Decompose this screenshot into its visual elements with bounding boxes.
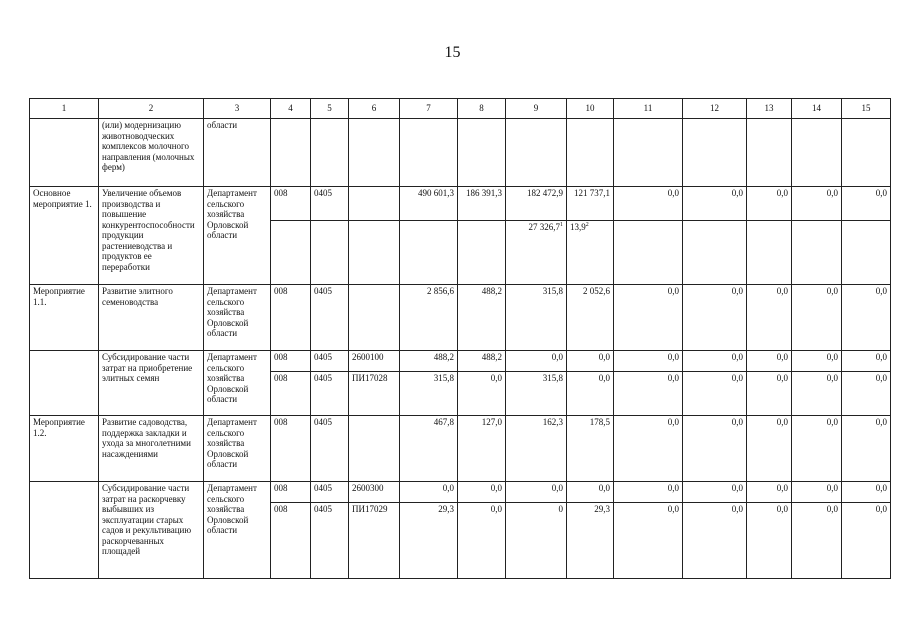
code-section: 0405 <box>311 187 349 221</box>
value-cell: 488,2 <box>458 351 506 372</box>
department: Департамент сельского хозяйства Орловской области <box>204 351 271 416</box>
code-section: 0405 <box>311 482 349 503</box>
header-cell: 2 <box>99 99 204 119</box>
value-cell: 186 391,3 <box>458 187 506 221</box>
header-cell: 10 <box>567 99 614 119</box>
value-cell: 0,0 <box>683 372 747 416</box>
table-row <box>30 351 891 372</box>
value-cell: 315,8 <box>506 285 567 351</box>
value-cell: 0,0 <box>567 351 614 372</box>
activity-name: Субсидирование части затрат на раскорчевку выбывших из эксплуатации старых садов и рекультивацию раскорчеванных площадей <box>99 482 204 579</box>
budget-table <box>29 98 891 579</box>
empty-cell <box>842 119 891 187</box>
value-cell: 0,0 <box>614 416 683 482</box>
header-cell: 4 <box>271 99 311 119</box>
value-cell: 467,8 <box>400 416 458 482</box>
empty-cell <box>271 221 311 285</box>
value-cell: 0,0 <box>747 351 792 372</box>
value-cell: 0,0 <box>747 372 792 416</box>
activity-code: Мероприятие 1.2. <box>30 416 99 482</box>
value-cell: 0,0 <box>842 416 891 482</box>
value-cell: 0,0 <box>614 285 683 351</box>
value-cell: 0,0 <box>614 503 683 579</box>
activity-name: (или) модернизацию животноводческих комплексов молочного направления (молочных ферм) <box>99 119 204 187</box>
value-cell: 0,0 <box>683 351 747 372</box>
value-cell: 121 737,1 <box>567 187 614 221</box>
value-cell: 0,0 <box>458 482 506 503</box>
value-cell: 29,3 <box>400 503 458 579</box>
value-cell: 0,0 <box>458 503 506 579</box>
activity-name: Субсидирование части затрат на приобретение элитных семян <box>99 351 204 416</box>
department: области <box>204 119 271 187</box>
value-cell: 182 472,9 <box>506 187 567 221</box>
value-cell: 0,0 <box>614 187 683 221</box>
header-cell: 1 <box>30 99 99 119</box>
footnote-mark: 1 <box>560 222 563 228</box>
value-cell: 2 052,6 <box>567 285 614 351</box>
value-cell: 0,0 <box>792 416 842 482</box>
department: Департамент сельского хозяйства Орловской области <box>204 482 271 579</box>
value-cell: 0,0 <box>614 482 683 503</box>
empty-cell <box>614 119 683 187</box>
code-section: 0405 <box>311 503 349 579</box>
department: Департамент сельского хозяйства Орловской области <box>204 187 271 285</box>
value-cell: 0,0 <box>747 285 792 351</box>
page-number: 15 <box>444 44 461 61</box>
value-cell: 0,0 <box>792 482 842 503</box>
value-cell: 0,0 <box>683 416 747 482</box>
header-cell: 13 <box>747 99 792 119</box>
code-target <box>349 187 400 221</box>
empty-cell <box>614 221 683 285</box>
activity-name: Развитие элитного семеноводства <box>99 285 204 351</box>
header-cell: 14 <box>792 99 842 119</box>
code-grbs: 008 <box>271 482 311 503</box>
empty-cell <box>683 221 747 285</box>
code-section: 0405 <box>311 416 349 482</box>
value-cell: 0,0 <box>842 372 891 416</box>
header-cell: 8 <box>458 99 506 119</box>
empty-cell <box>458 221 506 285</box>
value-cell: 0,0 <box>400 482 458 503</box>
code-grbs: 008 <box>271 351 311 372</box>
header-cell: 3 <box>204 99 271 119</box>
activity-name: Увеличение объемов производства и повышение конкурентоспособности продукции растениеводства и продуктов ее переработки <box>99 187 204 285</box>
value-cell: 490 601,3 <box>400 187 458 221</box>
code-cell <box>30 351 99 416</box>
header-row <box>30 99 891 119</box>
code-section: 0405 <box>311 351 349 372</box>
header-cell: 11 <box>614 99 683 119</box>
value-cell: 0,0 <box>614 351 683 372</box>
activity-code: Мероприятие 1.1. <box>30 285 99 351</box>
header-cell: 12 <box>683 99 747 119</box>
empty-cell <box>842 221 891 285</box>
value-cell: 0,0 <box>683 285 747 351</box>
table-row <box>30 482 891 503</box>
code-target <box>349 416 400 482</box>
empty-cell <box>683 119 747 187</box>
header-cell: 15 <box>842 99 891 119</box>
value-cell: 0,0 <box>567 482 614 503</box>
empty-cell <box>458 119 506 187</box>
header-cell: 6 <box>349 99 400 119</box>
code-section: 0405 <box>311 372 349 416</box>
empty-cell <box>506 119 567 187</box>
empty-cell <box>349 221 400 285</box>
value-cell: 0,0 <box>567 372 614 416</box>
code-grbs: 008 <box>271 285 311 351</box>
code-target: 2600100 <box>349 351 400 372</box>
empty-cell <box>311 221 349 285</box>
department: Департамент сельского хозяйства Орловской области <box>204 416 271 482</box>
value-cell: 0,0 <box>683 503 747 579</box>
value-cell: 0,0 <box>842 351 891 372</box>
value-cell: 488,2 <box>458 285 506 351</box>
value-cell: 162,3 <box>506 416 567 482</box>
empty-cell <box>792 119 842 187</box>
code-target <box>349 285 400 351</box>
department: Департамент сельского хозяйства Орловской области <box>204 285 271 351</box>
code-cell <box>30 482 99 579</box>
activity-name: Развитие садоводства, поддержка закладки и ухода за многолетними насаждениями <box>99 416 204 482</box>
value-cell: 0,0 <box>747 187 792 221</box>
empty-cell <box>400 119 458 187</box>
header-cell: 7 <box>400 99 458 119</box>
value-cell: 0,0 <box>683 482 747 503</box>
value-cell: 315,8 <box>400 372 458 416</box>
value-cell: 0,0 <box>747 482 792 503</box>
value-cell: 0,0 <box>842 285 891 351</box>
value-cell-footnoted: 13,9$^2$ <box>567 221 614 285</box>
value-cell: 0,0 <box>792 187 842 221</box>
value-cell: 0,0 <box>614 372 683 416</box>
header-cell: 9 <box>506 99 567 119</box>
value-cell: 0,0 <box>506 351 567 372</box>
code-cell <box>30 119 99 187</box>
value-cell: 0,0 <box>842 482 891 503</box>
empty-cell <box>747 119 792 187</box>
footnote-mark: 2 <box>585 222 589 228</box>
code-target: ПИ17028 <box>349 372 400 416</box>
value-cell: 2 856,6 <box>400 285 458 351</box>
value-cell: 29,3 <box>567 503 614 579</box>
value-cell: 127,0 <box>458 416 506 482</box>
table-row <box>30 285 891 351</box>
value-cell: 488,2 <box>400 351 458 372</box>
code-target: ПИ17029 <box>349 503 400 579</box>
activity-code: Основное мероприятие 1. <box>30 187 99 285</box>
table-row <box>30 187 891 221</box>
empty-cell <box>271 119 311 187</box>
value-cell: 0,0 <box>747 503 792 579</box>
table-row <box>30 416 891 482</box>
value-cell: 0,0 <box>792 372 842 416</box>
code-grbs: 008 <box>271 187 311 221</box>
value-cell: 178,5 <box>567 416 614 482</box>
empty-cell <box>567 119 614 187</box>
value-cell: 0,0 <box>506 482 567 503</box>
value-cell: 0,0 <box>842 187 891 221</box>
header-cell: 5 <box>311 99 349 119</box>
code-target: 2600300 <box>349 482 400 503</box>
value-cell: 315,8 <box>506 372 567 416</box>
value-cell-footnoted: 27 326,7$^1$ <box>506 221 567 285</box>
empty-cell <box>349 119 400 187</box>
value-cell: 0,0 <box>683 187 747 221</box>
empty-cell <box>747 221 792 285</box>
value-cell: 0,0 <box>792 351 842 372</box>
empty-cell <box>311 119 349 187</box>
table-row <box>30 119 891 187</box>
value-cell: 0,0 <box>747 416 792 482</box>
code-grbs: 008 <box>271 503 311 579</box>
value-cell: 0 <box>506 503 567 579</box>
empty-cell <box>400 221 458 285</box>
code-grbs: 008 <box>271 416 311 482</box>
value-cell: 0,0 <box>458 372 506 416</box>
empty-cell <box>792 221 842 285</box>
value-cell: 0,0 <box>842 503 891 579</box>
code-section: 0405 <box>311 285 349 351</box>
code-grbs: 008 <box>271 372 311 416</box>
value-cell: 0,0 <box>792 503 842 579</box>
value-cell: 0,0 <box>792 285 842 351</box>
